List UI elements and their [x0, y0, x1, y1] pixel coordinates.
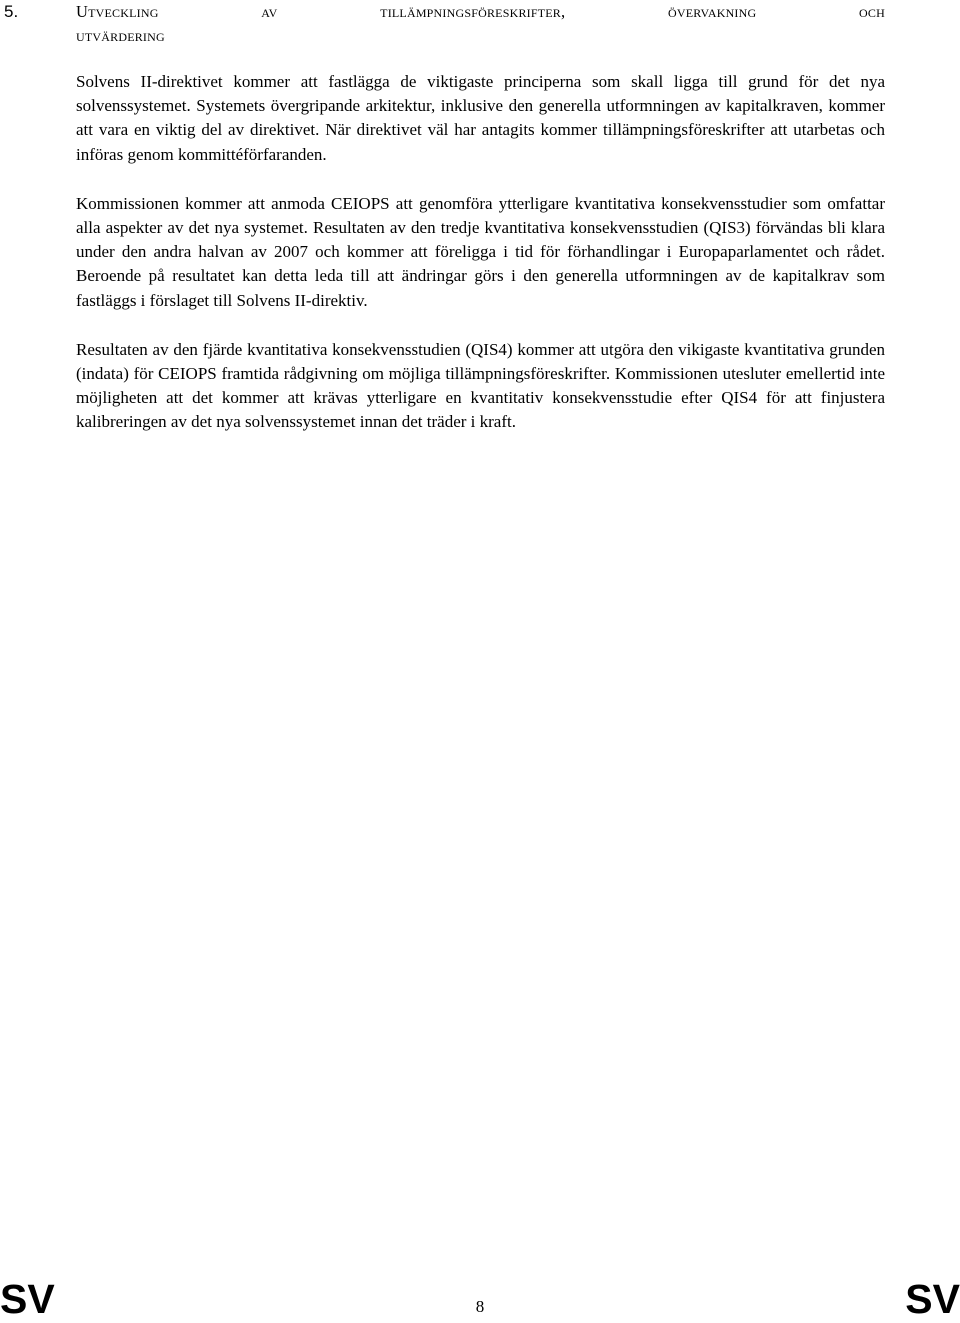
section-title-line-2: utvärdering [76, 26, 165, 45]
body-text [76, 70, 885, 460]
section-heading [4, 0, 885, 48]
section-number: 5. [4, 2, 19, 21]
paragraph-1: Solvens II-direktivet kommer att fastlägga de viktigaste principerna som skall ligga till grund för det nya solvenssystemet. Systemets övergripande arkitektur, inklusive den generella utformningen av kapitalkraven, kommer att vara en viktig del av direktivet. När direktivet väl har antagits kommer tillämpningsföreskrifter att utarbetas och införas genom kommittéförfaranden. [76, 72, 885, 164]
footer-language-left: SV [0, 1276, 55, 1322]
footer-language-right: SV [905, 1276, 960, 1322]
paragraph-3: Resultaten av den fjärde kvantitativa konsekvensstudien (QIS4) kommer att utgöra den vikigaste kvantitativa grunden (indata) för CEIOPS framtida rådgivning om möjliga tillämpningsföreskrifter. Kommissionen utesluter emellertid inte möjligheten att det kommer att krävas ytterligare en kvantitativ konsekvensstudie efter QIS4 för att finjustera kalibreringen av det nya solvenssystemet innan det träder i kraft. [76, 339, 885, 432]
paragraph-2: Kommissionen kommer att anmoda CEIOPS att genomföra ytterligare kvantitativa konsekvensstudier som omfattar alla aspekter av det nya systemet. Resultaten av den tredje kvantitativa konsekvensstudien (QIS3) förvändas bli klara under den andra halvan av 2007 och kommer att föreligga i tid för förhandlingar i Europaparlamentet och rådet. Beroende på resultatet kan detta leda till att ändringar görs i den generella utformningen av de kapitalkrav som fastläggs i förslaget till Solvens II-direktiv. [76, 193, 885, 310]
page-number: 8 [475, 1297, 485, 1316]
section-title-line-1: Utveckling av tillämpningsföreskrifter, övervakning och [76, 2, 885, 21]
